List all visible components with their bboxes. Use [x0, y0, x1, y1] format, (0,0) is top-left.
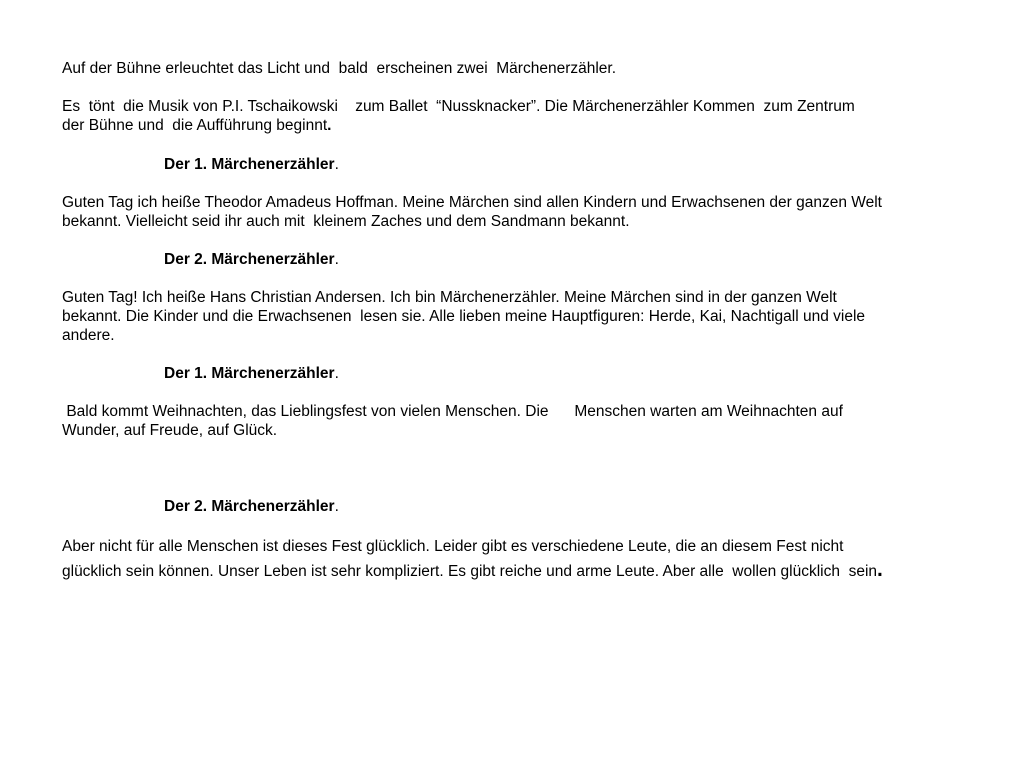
speech-1-line-2: bekannt. Vielleicht seid ihr auch mit kleinem Zaches und dem Sandmann bekannt. [62, 213, 630, 230]
speaker-2-name: Der 2. Märchenerzähler [164, 251, 335, 268]
speaker-4-period: . [334, 498, 339, 515]
speaker-heading-2 [164, 250, 339, 269]
speech-4-line-1: Aber nicht für alle Menschen ist dieses Fest glücklich. Leider gibt es verschiedene Leute, die an diesem Fest nicht [62, 538, 844, 555]
intro-2-line-2: der Bühne und die Aufführung beginnt [62, 117, 328, 134]
speech-3-line-2: Wunder, auf Freude, auf Glück. [62, 422, 278, 439]
speech-paragraph-4 [62, 535, 977, 584]
speech-paragraph-3 [62, 402, 977, 440]
intro-2-period: . [327, 117, 332, 134]
speech-4-line-2: glücklich sein können. Unser Leben ist sehr kompliziert. Es gibt reiche und arme Leute. Aber alle wollen glücklich sein [62, 563, 878, 580]
speech-1-line-1: Guten Tag ich heiße Theodor Amadeus Hoffman. Meine Märchen sind allen Kindern und Erwachsenen der ganzen Welt [62, 194, 882, 211]
speech-2-line-1: Guten Tag! Ich heiße Hans Christian Andersen. Ich bin Märchenerzähler. Meine Märchen sind in der ganzen Welt [62, 289, 837, 306]
speaker-heading-4 [164, 497, 339, 516]
intro-paragraph-1 [62, 59, 977, 78]
speaker-3-period: . [334, 365, 339, 382]
speech-paragraph-2 [62, 288, 977, 345]
speaker-3-name: Der 1. Märchenerzähler [164, 365, 335, 382]
speech-3-line-1: Bald kommt Weihnachten, das Lieblingsfest von vielen Menschen. Die Menschen warten am Weihnachten auf [62, 403, 843, 420]
speech-2-line-3: andere. [62, 327, 115, 344]
speech-2-line-2: bekannt. Die Kinder und die Erwachsenen lesen sie. Alle lieben meine Hauptfiguren: Herde, Kai, Nachtigall und viele [62, 308, 866, 325]
speaker-2-period: . [334, 251, 339, 268]
intro-paragraph-2 [62, 97, 977, 135]
speaker-1-period: . [334, 156, 339, 173]
speech-4-period: . [877, 558, 883, 581]
intro-2-line-1: Es tönt die Musik von P.I. Tschaikowski zum Ballet “Nussknacker”. Die Märchenerzähler Kommen zum Zentrum [62, 98, 855, 115]
intro-1-text: Auf der Bühne erleuchtet das Licht und bald erscheinen zwei Märchenerzähler. [62, 60, 617, 77]
speech-paragraph-1 [62, 193, 977, 231]
speaker-4-name: Der 2. Märchenerzähler [164, 498, 335, 515]
speaker-1-name: Der 1. Märchenerzähler [164, 156, 335, 173]
speaker-heading-1 [164, 155, 339, 174]
speaker-heading-3 [164, 364, 339, 383]
